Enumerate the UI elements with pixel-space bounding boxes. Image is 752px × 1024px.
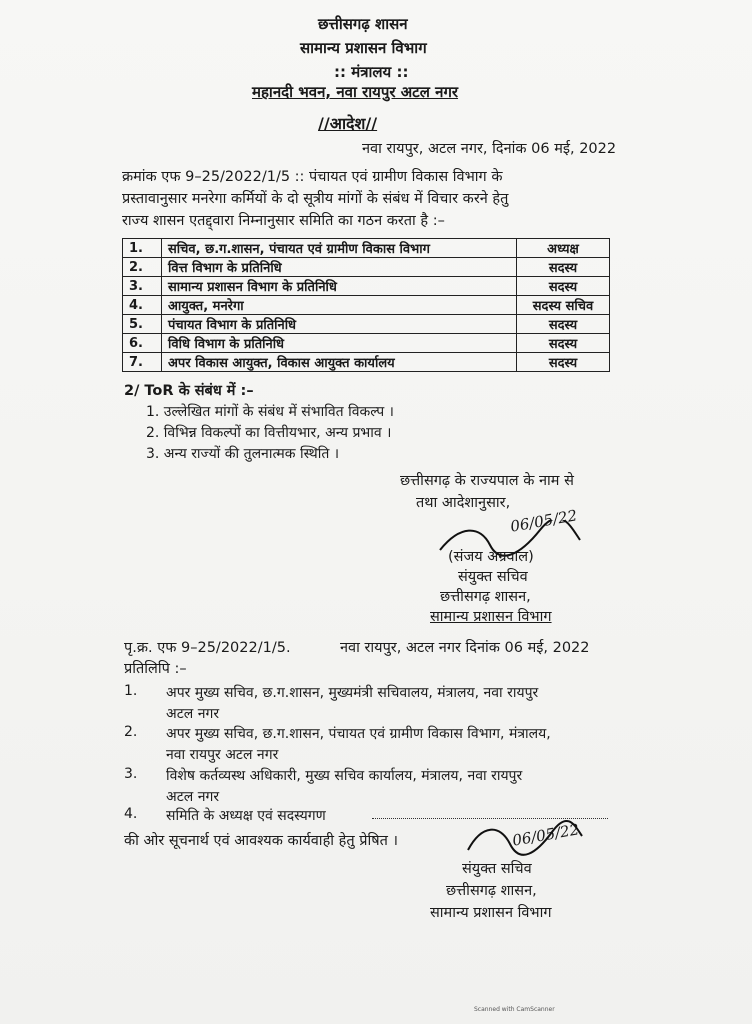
member-name: अपर विकास आयुक्त, विकास आयुक्त कार्यालय	[162, 353, 517, 372]
row-number: 6.	[123, 334, 162, 353]
endorsement-date: नवा रायपुर, अटल नगर दिनांक 06 मई, 2022	[340, 640, 590, 656]
copy-item-no: 2.	[124, 724, 138, 740]
copy-item-line2: अटल नगर	[166, 789, 220, 805]
committee-row	[123, 334, 610, 353]
member-role: सदस्य	[517, 315, 610, 334]
tor-item: 2. विभिन्न विकल्पों का वित्तीयभार, अन्य प्रभाव ।	[146, 425, 392, 441]
row-number: 2.	[123, 258, 162, 277]
copy-item-line2: नवा रायपुर अटल नगर	[166, 747, 279, 763]
row-number: 7.	[123, 353, 162, 372]
copy-label: प्रतिलिपि :–	[124, 661, 187, 677]
order-para-line2: प्रस्तावानुसार मनरेगा कर्मियों के दो सूत्रीय मांगों के संबंध में विचार करने हेतु	[122, 191, 509, 207]
endorsement-ref: पृ.क्र. एफ 9–25/2022/1/5.	[124, 640, 291, 656]
order-para-line1: क्रमांक एफ 9–25/2022/1/5 :: पंचायत एवं ग्रामीण विकास विभाग के	[122, 169, 503, 185]
order-date: नवा रायपुर, अटल नगर, दिनांक 06 मई, 2022	[362, 141, 617, 157]
address-line: महानदी भवन, नवा रायपुर अटल नगर	[252, 83, 459, 101]
signatory-govt: छत्तीसगढ़ शासन,	[440, 589, 531, 605]
member-name: सचिव, छ.ग.शासन, पंचायत एवं ग्रामीण विकास विभाग	[162, 239, 517, 258]
member-role: सदस्य	[517, 277, 610, 296]
committee-row	[123, 353, 610, 372]
committee-row	[123, 239, 610, 258]
member-name: वित्त विभाग के प्रतिनिधि	[162, 258, 517, 277]
member-role: सदस्य	[517, 334, 610, 353]
tor-item: 3. अन्य राज्यों की तुलनात्मक स्थिति ।	[146, 446, 340, 462]
row-number: 3.	[123, 277, 162, 296]
closing-line: की ओर सूचनार्थ एवं आवश्यक कार्यवाही हेतु प्रेषित ।	[124, 833, 398, 849]
signatory-dept: सामान्य प्रशासन विभाग	[430, 609, 552, 625]
copy-item-no: 3.	[124, 766, 138, 782]
authority-line2: तथा आदेशानुसार,	[416, 495, 511, 511]
authority-line1: छत्तीसगढ़ के राज्यपाल के नाम से	[400, 473, 574, 489]
member-role: सदस्य सचिव	[517, 296, 610, 315]
committee-row	[123, 277, 610, 296]
copy-item-line1: विशेष कर्तव्यस्थ अधिकारी, मुख्य सचिव कार्यालय, मंत्रालय, नवा रायपुर	[166, 768, 523, 784]
copy-item-line2: अटल नगर	[166, 706, 220, 722]
copy-item-no: 4.	[124, 806, 138, 822]
govt-name: छत्तीसगढ़ शासन	[318, 15, 408, 33]
committee-row	[123, 315, 610, 334]
order-title: //आदेश//	[318, 114, 378, 133]
signatory-designation: संयुक्त सचिव	[458, 569, 528, 585]
scanner-watermark: Scanned with CamScanner	[474, 1006, 555, 1013]
handwritten-date: 06/05/22	[510, 820, 581, 850]
member-name: आयुक्त, मनरेगा	[162, 296, 517, 315]
handwritten-date: 06/05/22	[508, 506, 579, 536]
committee-table	[122, 238, 610, 372]
copy-item-no: 1.	[124, 683, 138, 699]
member-name: विधि विभाग के प्रतिनिधि	[162, 334, 517, 353]
tor-heading: 2/ ToR के संबंध में :–	[124, 383, 254, 399]
copy-item-line1: समिति के अध्यक्ष एवं सदस्यगण	[166, 808, 326, 824]
member-role: सदस्य	[517, 258, 610, 277]
committee-row	[123, 296, 610, 315]
committee-row	[123, 258, 610, 277]
signatory-designation: संयुक्त सचिव	[462, 861, 532, 877]
member-role: सदस्य	[517, 353, 610, 372]
member-name: सामान्य प्रशासन विभाग के प्रतिनिधि	[162, 277, 517, 296]
member-name: पंचायत विभाग के प्रतिनिधि	[162, 315, 517, 334]
tor-item: 1. उल्लेखित मांगों के संबंध में संभावित विकल्प ।	[146, 404, 394, 420]
department-name: सामान्य प्रशासन विभाग	[300, 39, 427, 57]
row-number: 5.	[123, 315, 162, 334]
signatory-name: (संजय अग्रवाल)	[448, 549, 534, 565]
signatory-govt: छत्तीसगढ़ शासन,	[446, 883, 537, 899]
row-number: 4.	[123, 296, 162, 315]
member-role: अध्यक्ष	[517, 239, 610, 258]
signature-scribble	[460, 818, 590, 858]
copy-item-line1: अपर मुख्य सचिव, छ.ग.शासन, मुख्यमंत्री सचिवालय, मंत्रालय, नवा रायपुर	[166, 685, 539, 701]
ministry-label: :: मंत्रालय ::	[334, 63, 409, 81]
copy-item-line1: अपर मुख्य सचिव, छ.ग.शासन, पंचायत एवं ग्रामीण विकास विभाग, मंत्रालय,	[166, 726, 551, 742]
order-para-line3: राज्य शासन एतद्द्वारा निम्नानुसार समिति का गठन करता है :–	[122, 213, 445, 229]
row-number: 1.	[123, 239, 162, 258]
signatory-dept: सामान्य प्रशासन विभाग	[430, 905, 552, 921]
